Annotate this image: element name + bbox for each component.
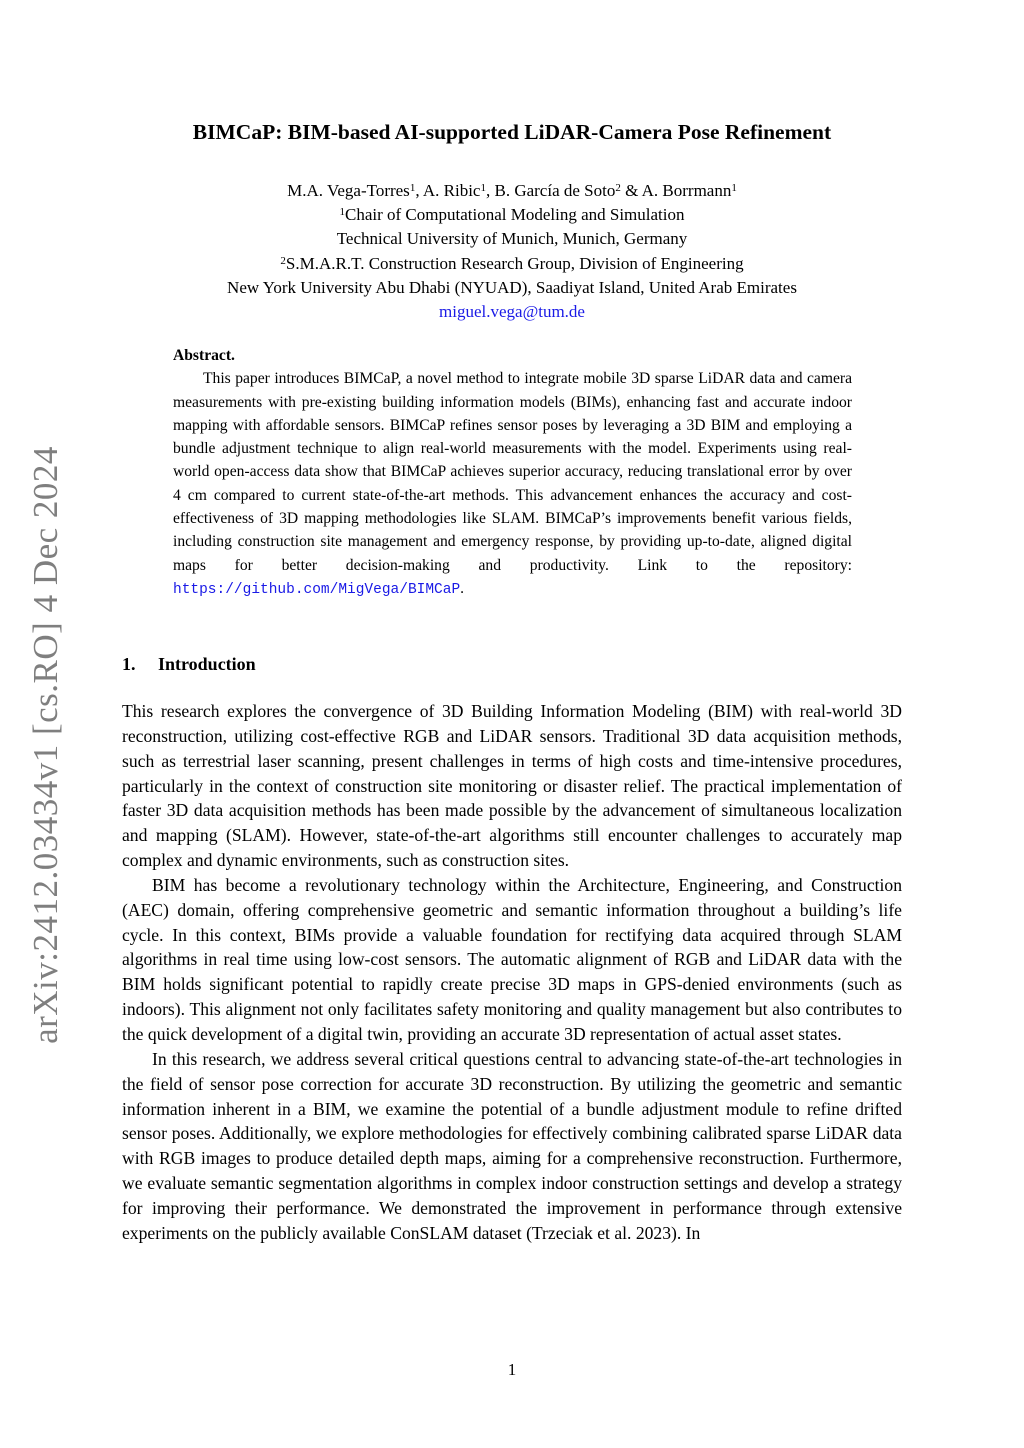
author-affiliation-mark: 1 [480,182,486,194]
author-block [0,179,1024,324]
introduction-body [122,699,902,1246]
abstract-body-text: This paper introduces BIMCaP, a novel method to integrate mobile 3D sparse LiDAR data and camera measurements with pre-existing building information models (BIMs), enhancing fast and accurate indoor mapping with affordable sensors. BIMCaP refines sensor poses by leveraging a 3D BIM and employing a bundle adjustment technique to align real-world measurements with the model. Experiments using real-world open-access data show that BIMCaP achieves superior accuracy, reducing translational error by over 4 cm compared to current state-of-the-art methods. This advancement enhances the accuracy and cost-effectiveness of 3D mapping methodologies like SLAM. BIMCaP’s improvements benefit various fields, including construction site management and emergency response, by providing up-to-date, aligned digital maps for better decision-making and productivity. Link to the repository: [173,370,852,574]
author-name: & A. Borrmann [620,181,732,200]
section-number: 1. [122,654,136,674]
body-paragraph: BIM has become a revolutionary technology within the Architecture, Engineering, and Construction (AEC) domain, offering comprehensive geometric and semantic information throughout a building’s life cycle. In this context, BIMs provide a valuable foundation for rectifying data acquired through SLAM algorithms in real time using low-cost sensors. The automatic alignment of RGB and LiDAR data with the BIM holds significant potential to rapidly create precise 3D maps in GPS-denied environments (such as indoors). This alignment not only facilitates safety monitoring and quality management but also contributes to the quick development of a digital twin, providing an accurate 3D representation of actual asset states. [122,874,902,1044]
author-list [0,179,1024,203]
affiliation-text: S.M.A.R.T. Construction Research Group, Division of Engineering [285,253,744,273]
affiliation-1-line-1 [0,203,1024,227]
abstract-end-punctuation: . [460,579,465,597]
affiliation-mark: 2 [280,254,286,267]
abstract-section [173,344,852,602]
author-affiliation-mark: 2 [615,182,621,194]
contact-email-link[interactable]: miguel.vega@tum.de [439,302,585,322]
affiliation-text: Chair of Computational Modeling and Simulation [345,205,685,225]
section-heading-introduction [122,654,256,675]
author-name: , B. García de Soto [485,181,616,200]
affiliation-2-line-2: New York University Abu Dhabi (NYUAD), Saadiyat Island, United Arab Emirates [227,277,797,297]
repository-link[interactable]: https://github.com/MigVega/BIMCaP [173,581,461,598]
affiliation-mark: 1 [339,206,345,219]
affiliation-2-line-1 [0,252,1024,276]
body-paragraph: In this research, we address several critical questions central to advancing state-of-the-art technologies in the field of sensor pose correction for accurate 3D reconstruction. By utilizing the geometric and semantic information inherent in a BIM, we examine the potential of a bundle adjustment module to refine drifted sensor poses. Additionally, we explore methodologies for effectively combining calibrated sparse LiDAR data with RGB images to produce detailed depth maps, aiming for a comprehensive reconstruction. Furthermore, we evaluate semantic segmentation algorithms in complex indoor construction settings and develop a strategy for improving their performance. We demonstrated the improvement in performance through extensive experiments on the publicly available ConSLAM dataset (Trzeciak et al. 2023). In [122,1048,902,1243]
abstract-heading: Abstract. [173,347,235,364]
section-title: Introduction [158,654,256,674]
paper-title: BIMCaP: BIM-based AI-supported LiDAR-Camera Pose Refinement [192,120,832,144]
arxiv-identifier-stamp: arXiv:2412.03434v1 [cs.RO] 4 Dec 2024 [26,446,65,1044]
author-affiliation-mark: 1 [409,182,416,194]
author-name: M.A. Vega-Torres [287,181,410,200]
author-affiliation-mark: 1 [731,182,737,194]
author-name: , A. Ribic [415,181,481,200]
affiliation-1-line-2: Technical University of Munich, Munich, Germany [336,229,688,249]
page-number: 1 [507,1360,517,1379]
body-paragraph: This research explores the convergence of 3D Building Information Modeling (BIM) with real-world 3D reconstruction, utilizing cost-effective RGB and LiDAR sensors. Traditional 3D data acquisition methods, such as terrestrial laser scanning, present challenges in terms of high costs and time-intensive procedures, particularly in the context of construction site monitoring or disaster relief. The practical implementation of faster 3D data acquisition methods has been made possible by the advancement of simultaneous localization and mapping (SLAM). However, state-of-the-art algorithms still encounter challenges to accurately map complex and dynamic environments, such as construction sites. [122,701,902,871]
abstract-text [173,367,852,602]
